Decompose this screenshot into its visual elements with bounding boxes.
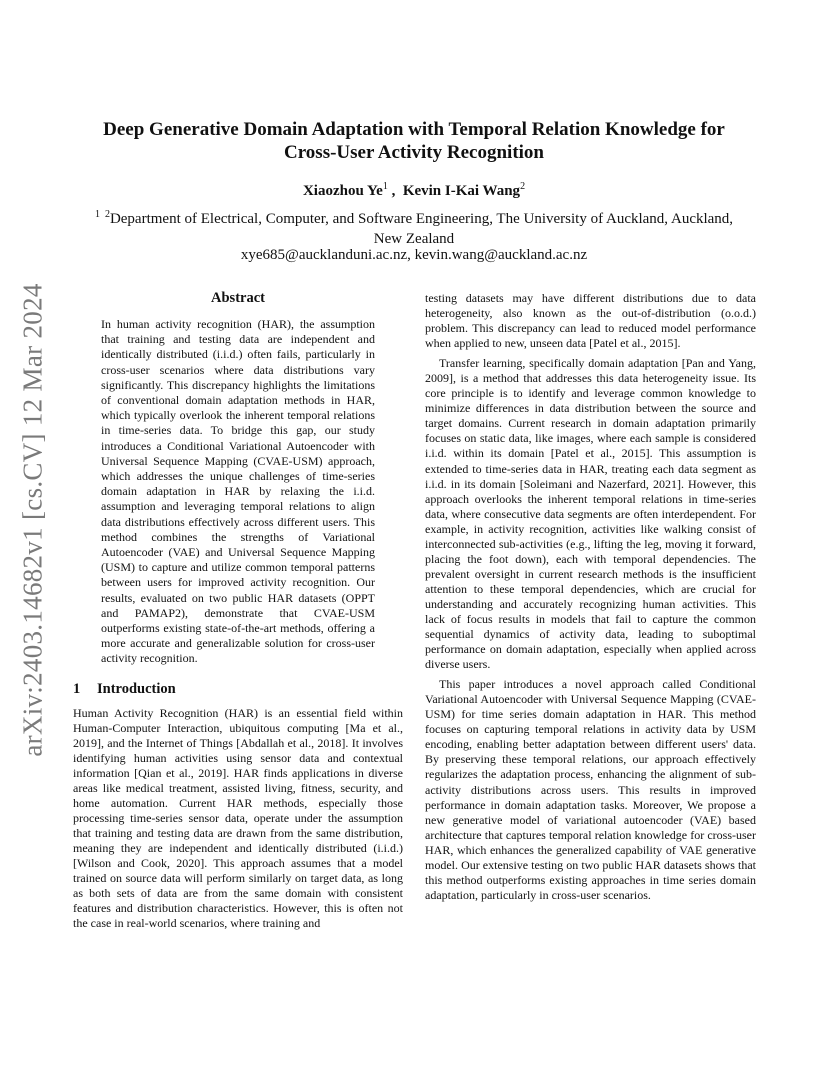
paragraph: testing datasets may have different distributions due to data heterogeneity, also known as the out-of-distribution (o.o.d.) problem. This discrepancy can lead to reduced model performance when applied to new, unseen data [Patel et al., 2015]. (425, 291, 756, 351)
left-column (73, 290, 403, 931)
section-heading-introduction (73, 681, 403, 698)
author-separator: , (387, 183, 403, 199)
paragraph: This paper introduces a novel approach called Conditional Variational Autoencoder with Universal Sequence Mapping (CVAE-USM) for time series domain adaptation in HAR. This method focuses on capturing temporal relations in activity data by USM encoding, enabling better adaptation between different users' data. By preserving these temporal relations, our approach effectively regularizes the adaptation process, enhancing the alignment of sub-activity distributions across users. This results in improved performance in domain adaptation tasks. Moreover, We propose a new generative model of variational autoencoder (VAE) based architecture that captures temporal relation knowledge for cross-user HAR, which enhances the generalized capability of VAE generative model. Our extensive testing on two public HAR datasets shows that this method outperforms existing approaches in time series domain adaptation, particularly in cross-user scenarios. (425, 677, 756, 902)
affiliation-marks: 1 2 (94, 209, 110, 220)
affiliation (80, 205, 748, 249)
arxiv-identifier-stamp (8, 270, 58, 770)
author-list (80, 181, 748, 200)
affiliation-text: Department of Electrical, Computer, and Software Engineering, The University of Auckland, Auckland, New Zealand (109, 211, 734, 247)
paragraph: Human Activity Recognition (HAR) is an essential field within Human-Computer Interaction, ubiquitous computing [Ma et al., 2019], and the Internet of Things [Abdallah et al., 2018]. It involves identifying human activities using sensor data and contextual information [Qian et al., 2019]. HAR finds applications in diverse areas like medical treatment, assisted living, fitness, security, and home automation. Current HAR methods, especially those processing time-series sensor data, operate under the assumption that training and testing data are drawn from the same distribution, meaning they are independent and identically distributed (i.i.d.) [Wilson and Cook, 2020]. This approach assumes that a model trained on source data will perform similarly on target data, as long as both sets of data are from the same domain with consistent features and distribution characteristics. However, this is often not the case in real-world scenarios, where training and (73, 705, 403, 931)
arxiv-identifier-text: arXiv:2403.14682v1 [cs.CV] 12 Mar 2024 (17, 283, 48, 757)
author-affiliation-mark: 2 (520, 181, 526, 192)
section-title: Introduction (97, 680, 176, 697)
section-number: 1 (73, 680, 81, 697)
right-column (425, 291, 756, 903)
paper-title: Deep Generative Domain Adaptation with Temporal Relation Knowledge for Cross-User Activity Recognition (103, 119, 725, 163)
author-name: Kevin I-Kai Wang (402, 183, 521, 199)
abstract-text: In human activity recognition (HAR), the assumption that training and testing data are independent and identically distributed (i.i.d.) often fails, particularly in cross-user scenarios where data distributions vary significantly. This discrepancy highlights the limitations of conventional domain adaptation methods in HAR, which typically overlook the inherent temporal relations in time-series data. To bridge this gap, our study introduces a Conditional Variational Autoencoder with Universal Sequence Mapping (CVAE-USM) approach, which addresses the unique challenges of time-series domain adaptation in HAR by relaxing the i.i.d. assumption and leveraging temporal relations to align data distributions effectively across different users. This method combines the strengths of Variational Autoencoder (VAE) and Universal Sequence Mapping (USM) to capture and utilize common temporal patterns between users for improved activity recognition. Our results, evaluated on two public HAR datasets (OPPT and PAMAP2), demonstrate that CVAE-USM outperforms existing state-of-the-art methods, offering a more accurate and generalizable solution for cross-user activity recognition. (101, 317, 375, 666)
abstract-heading: Abstract (211, 290, 265, 306)
author-affiliation-mark: 1 (382, 181, 388, 192)
author-emails: xye685@aucklanduni.ac.nz, kevin.wang@auckland.ac.nz (240, 247, 588, 263)
author-name: Xiaozhou Ye (302, 183, 383, 199)
paragraph: Transfer learning, specifically domain adaptation [Pan and Yang, 2009], is a method that addresses this data heterogeneity issue. Its core principle is to identify and leverage common knowledge to minimize differences in data distribution between the source and target domains. Current research in domain adaptation primarily focuses on static data, like images, where each sample is considered i.i.d. within its domain [Patel et al., 2015]. This assumption is extended to time-series data in HAR, treating each data segment as i.i.d. in its domain [Soleimani and Nazerfard, 2021]. However, this approach overlooks the inherent temporal relations in time-series data, where consecutive data segments are often interdependent. For example, in activity recognition, activities like walking consist of interconnected sub-activities (e.g., lifting the leg, moving it forward, placing the foot down), each with temporal dependencies. The prevalent oversight in current research methods is the insufficient attention to these temporal dependencies, which are crucial for understanding and accurately recognizing human activities. This lack of focus results in models that fail to capture the common sequential dynamics of activity data, leading to suboptimal performance on domain adaptation, especially when applied across diverse users. (425, 356, 756, 672)
